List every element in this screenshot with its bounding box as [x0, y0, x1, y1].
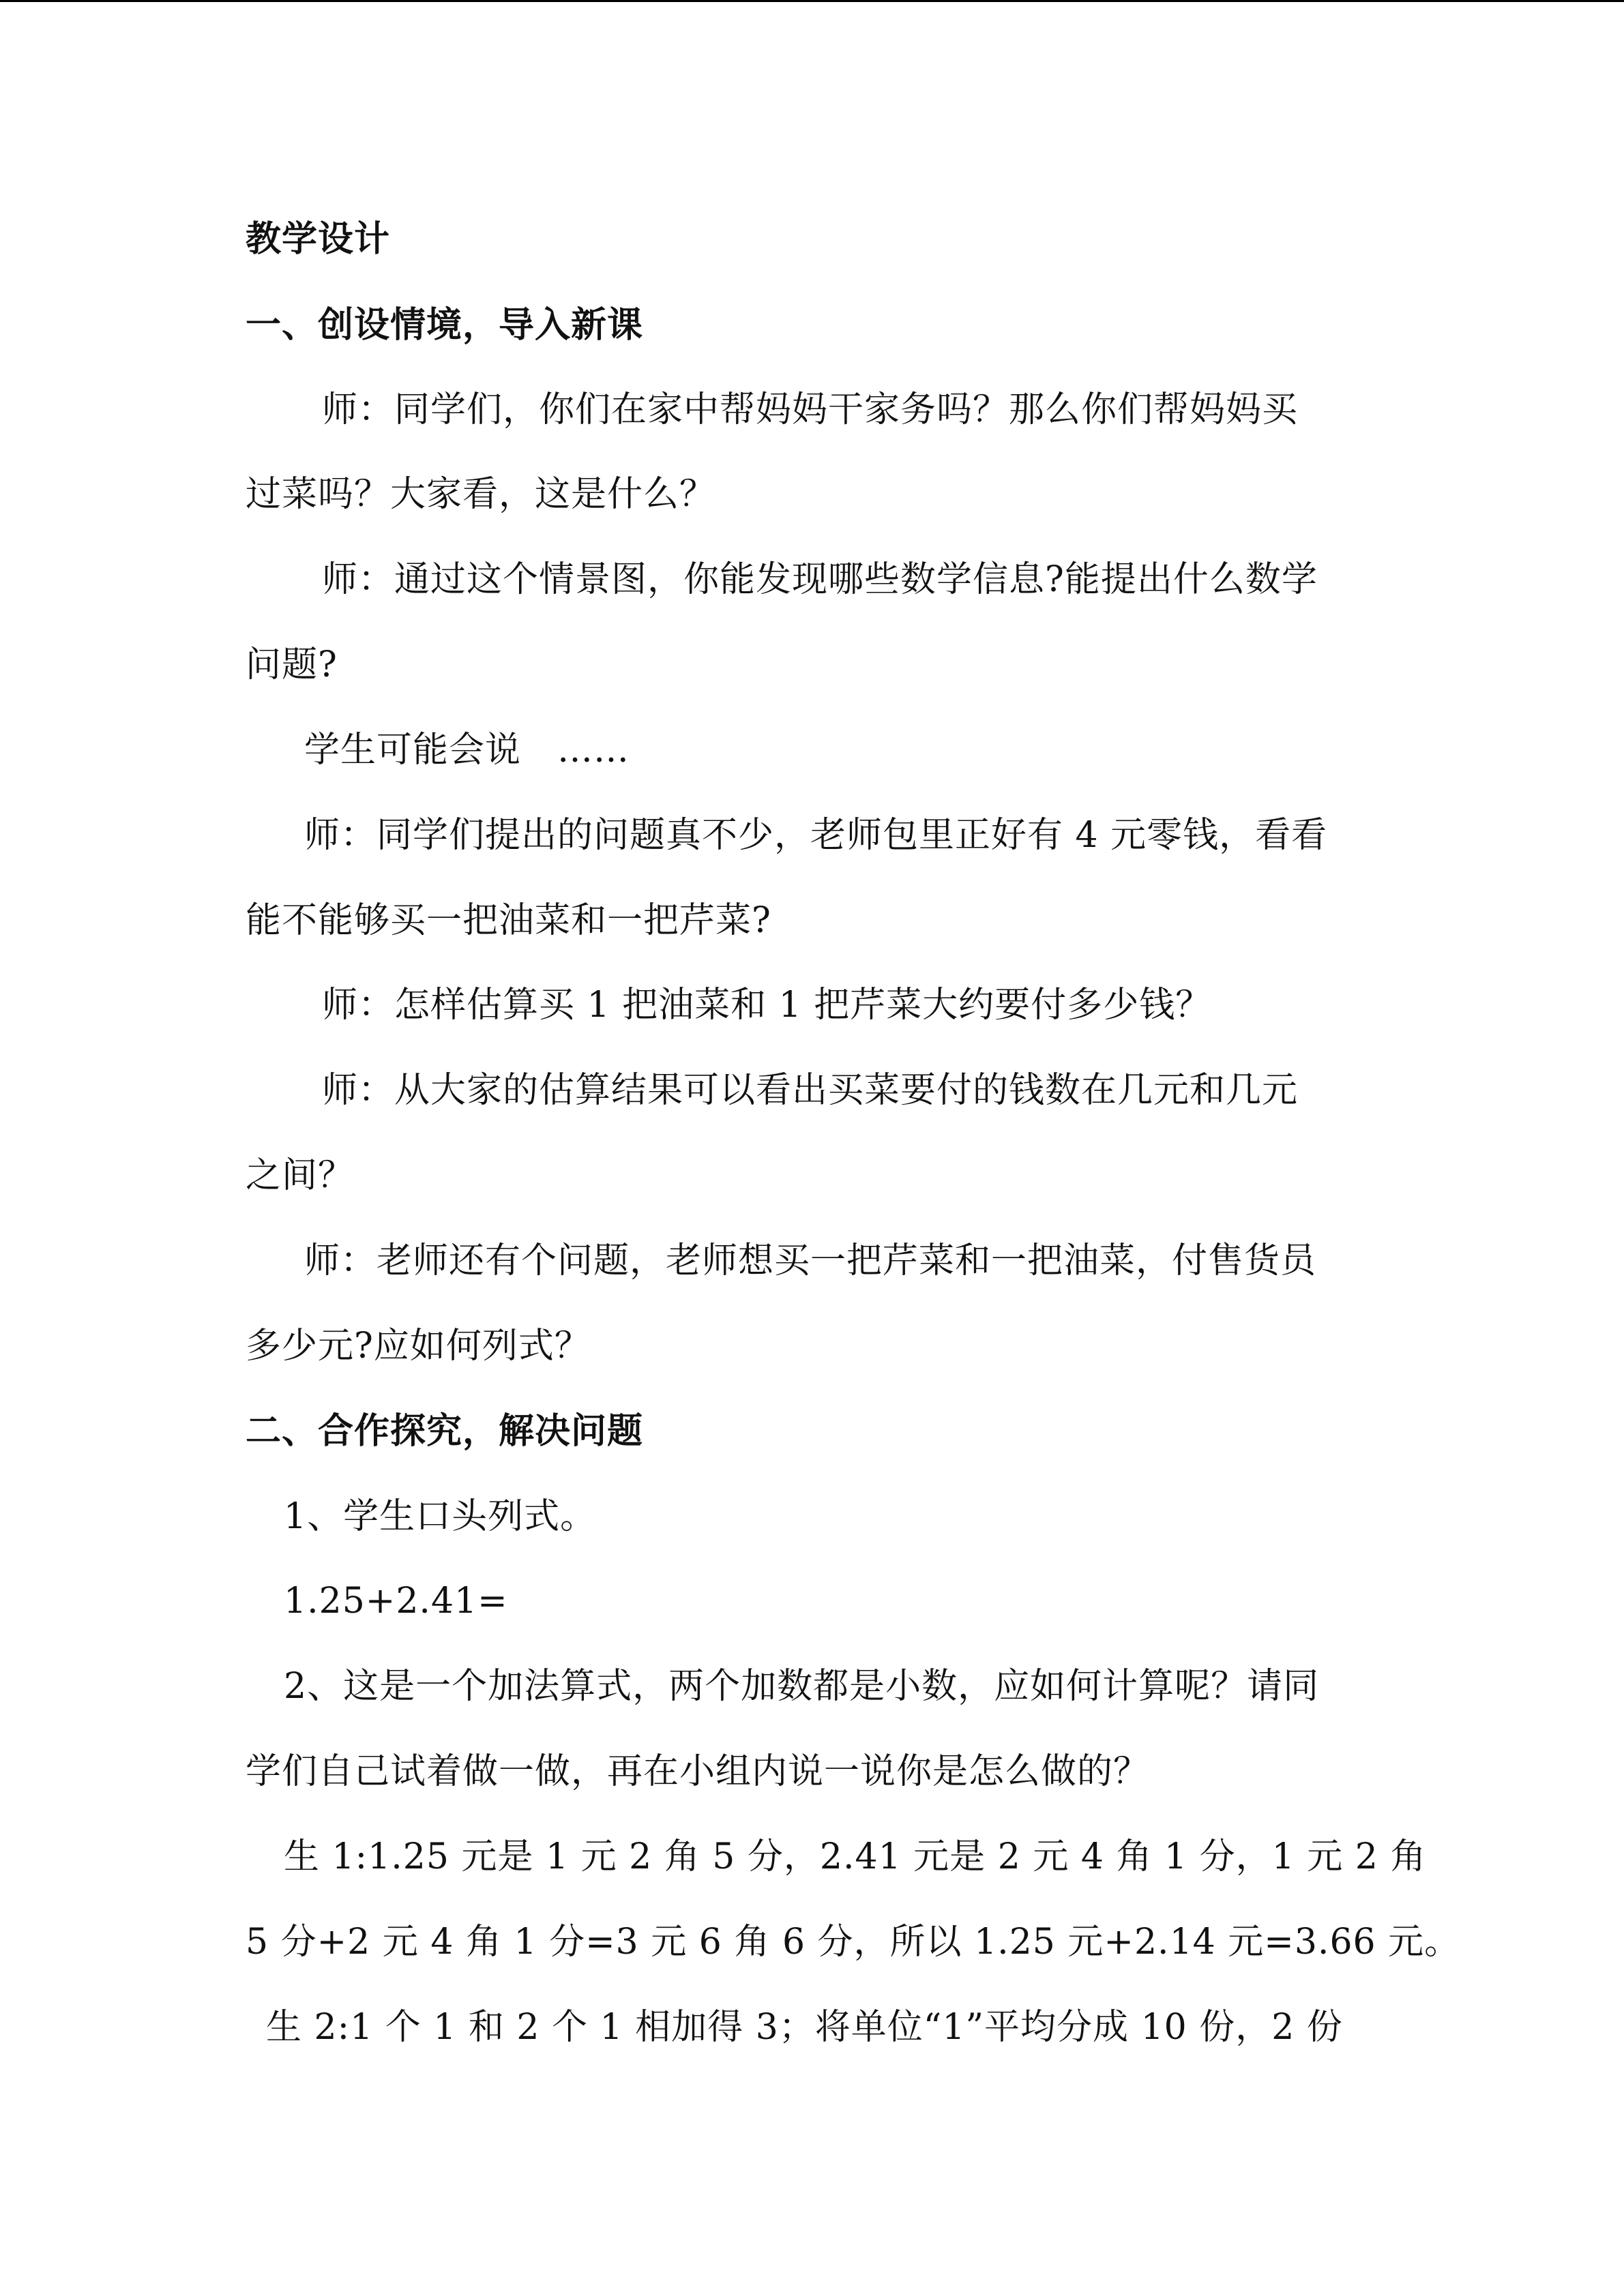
paragraph-line: 能不能够买一把油菜和一把芹菜?	[246, 900, 771, 941]
paragraph-line: 过菜吗？大家看，这是什么？	[246, 474, 716, 515]
paragraph-line: 生 2:1 个 1 和 2 个 1 相加得 3；将单位“1”平均分成 10 份，2 份	[266, 2007, 1343, 2048]
formula-line: 1.25+2.41=	[284, 1581, 508, 1622]
section-heading-2: 二、合作探究，解决问题	[246, 1411, 644, 1452]
paragraph-line: 师：同学们，你们在家中帮妈妈干家务吗？那么你们帮妈妈买	[322, 389, 1299, 430]
document-title: 教学设计	[246, 219, 391, 260]
paragraph-line: 师：从大家的估算结果可以看出买菜要付的钱数在几元和几元	[322, 1070, 1299, 1111]
paragraph-line: 学生可能会说 ……	[304, 730, 630, 771]
paragraph-line: 2、这是一个加法算式，两个加数都是小数，应如何计算呢？请同	[284, 1666, 1320, 1707]
paragraph-line: 问题?	[246, 644, 338, 685]
section-heading-1: 一、创设情境，导入新课	[246, 305, 644, 346]
paragraph-line: 师：通过这个情景图，你能发现哪些数学信息?能提出什么数学	[322, 559, 1318, 600]
paragraph-line: 师：老师还有个问题，老师想买一把芹菜和一把油菜，付售货员	[304, 1240, 1317, 1281]
paragraph-line: 师：怎样估算买 1 把油菜和 1 把芹菜大约要付多少钱？	[322, 985, 1212, 1026]
paragraph-line: 师：同学们提出的问题真不少，老师包里正好有 4 元零钱，看看	[304, 815, 1328, 856]
paragraph-line: 学们自己试着做一做，再在小组内说一说你是怎么做的？	[246, 1751, 1150, 1792]
paragraph-line: 多少元?应如何列式？	[246, 1326, 591, 1367]
paragraph-line: 1、学生口头列式。	[284, 1496, 597, 1537]
paragraph-line: 生 1:1.25 元是 1 元 2 角 5 分，2.41 元是 2 元 4 角 1 分，1 元 2 角	[284, 1836, 1427, 1877]
paragraph-line: 5 分+2 元 4 角 1 分=3 元 6 角 6 分，所以 1.25 元+2.14 元=3.66 元。	[246, 1922, 1461, 1963]
paragraph-line: 之间？	[246, 1155, 355, 1196]
